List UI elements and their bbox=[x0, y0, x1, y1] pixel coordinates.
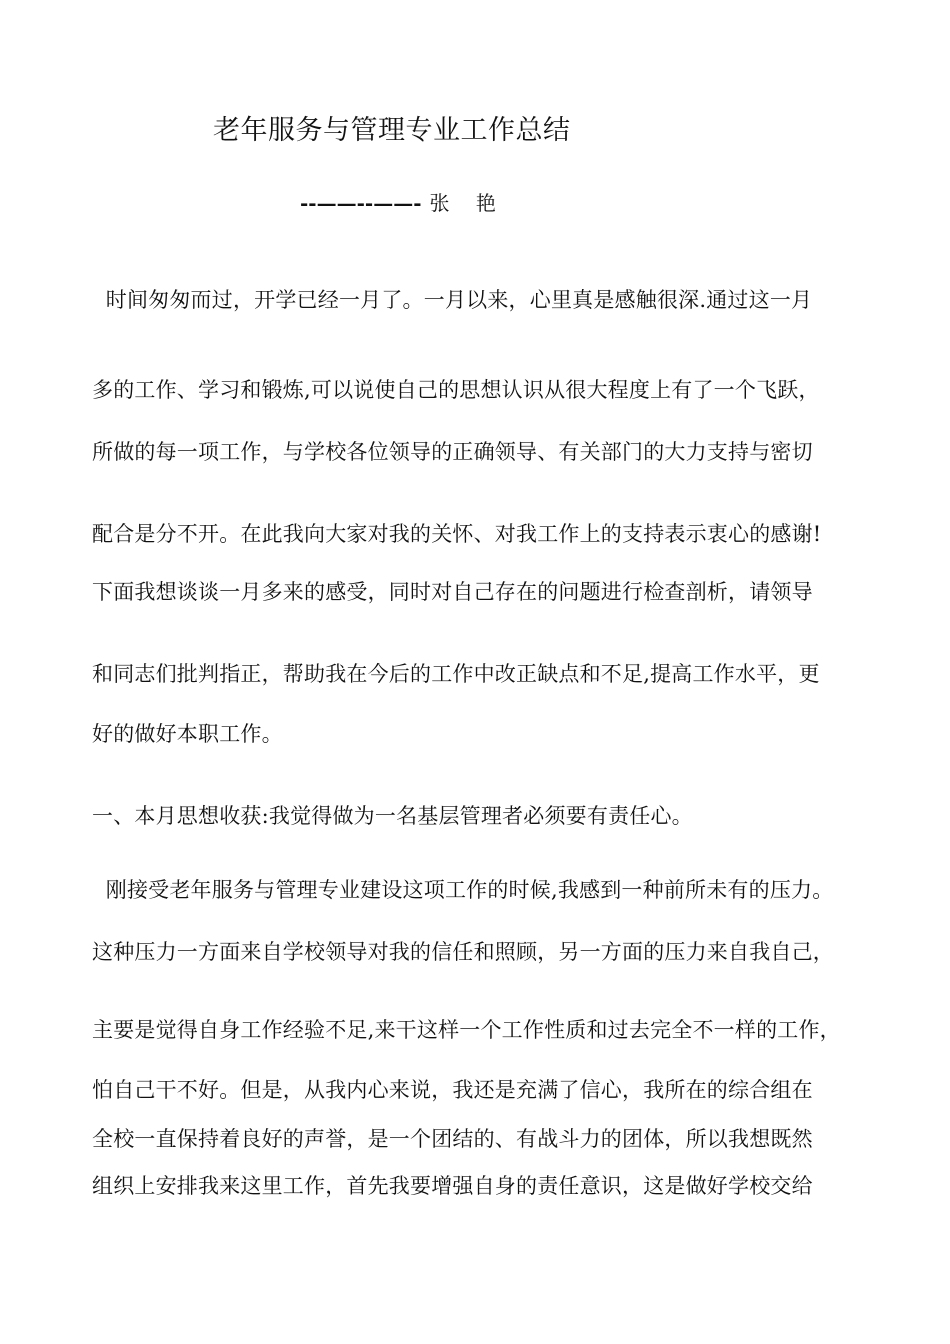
body-line-9: 刚接受老年服务与管理专业建设这项工作的时候,我感到一种前所未有的压力。 bbox=[92, 878, 834, 902]
body-line-11: 主要是觉得自身工作经验不足,来干这样一个工作性质和过去完全不一样的工作， bbox=[92, 1018, 841, 1042]
body-line-12: 怕自己干不好。但是，从我内心来说，我还是充满了信心，我所在的综合组在 bbox=[92, 1078, 813, 1102]
body-line-13: 全校一直保持着良好的声誉，是一个团结的、有战斗力的团体，所以我想既然 bbox=[92, 1127, 813, 1151]
body-line-6: 和同志们批判指正，帮助我在今后的工作中改正缺点和不足,提高工作水平，更 bbox=[92, 662, 820, 686]
document-title: 老年服务与管理专业工作总结 bbox=[213, 115, 571, 146]
body-line-10: 这种压力一方面来自学校领导对我的信任和照顾，另一方面的压力来自我自己， bbox=[92, 940, 834, 964]
body-line-14: 组织上安排我来这里工作，首先我要增强自身的责任意识，这是做好学校交给 bbox=[92, 1174, 813, 1198]
body-line-5: 下面我想谈谈一月多来的感受，同时对自己存在的问题进行检查剖析，请领导 bbox=[92, 580, 813, 604]
section-heading-1: 一、本月思想收获:我觉得做为一名基层管理者必须要有责任心。 bbox=[92, 804, 693, 828]
body-line-4: 配合是分不开。在此我向大家对我的关怀、对我工作上的支持表示衷心的感谢! bbox=[92, 522, 822, 546]
body-line-2: 多的工作、学习和锻炼,可以说使自己的思想认识从很大程度上有了一个飞跃， bbox=[92, 378, 820, 402]
byline-dashes: --——--——- bbox=[300, 191, 422, 215]
body-line-7: 好的做好本职工作。 bbox=[92, 722, 283, 746]
author-name: 张 艳 bbox=[429, 191, 506, 215]
body-line-1: 时间匆匆而过，开学已经一月了。一月以来，心里真是感触很深.通过这一月 bbox=[92, 288, 813, 312]
byline bbox=[300, 187, 506, 216]
body-line-3: 所做的每一项工作，与学校各位领导的正确领导、有关部门的大力支持与密切 bbox=[92, 440, 813, 464]
